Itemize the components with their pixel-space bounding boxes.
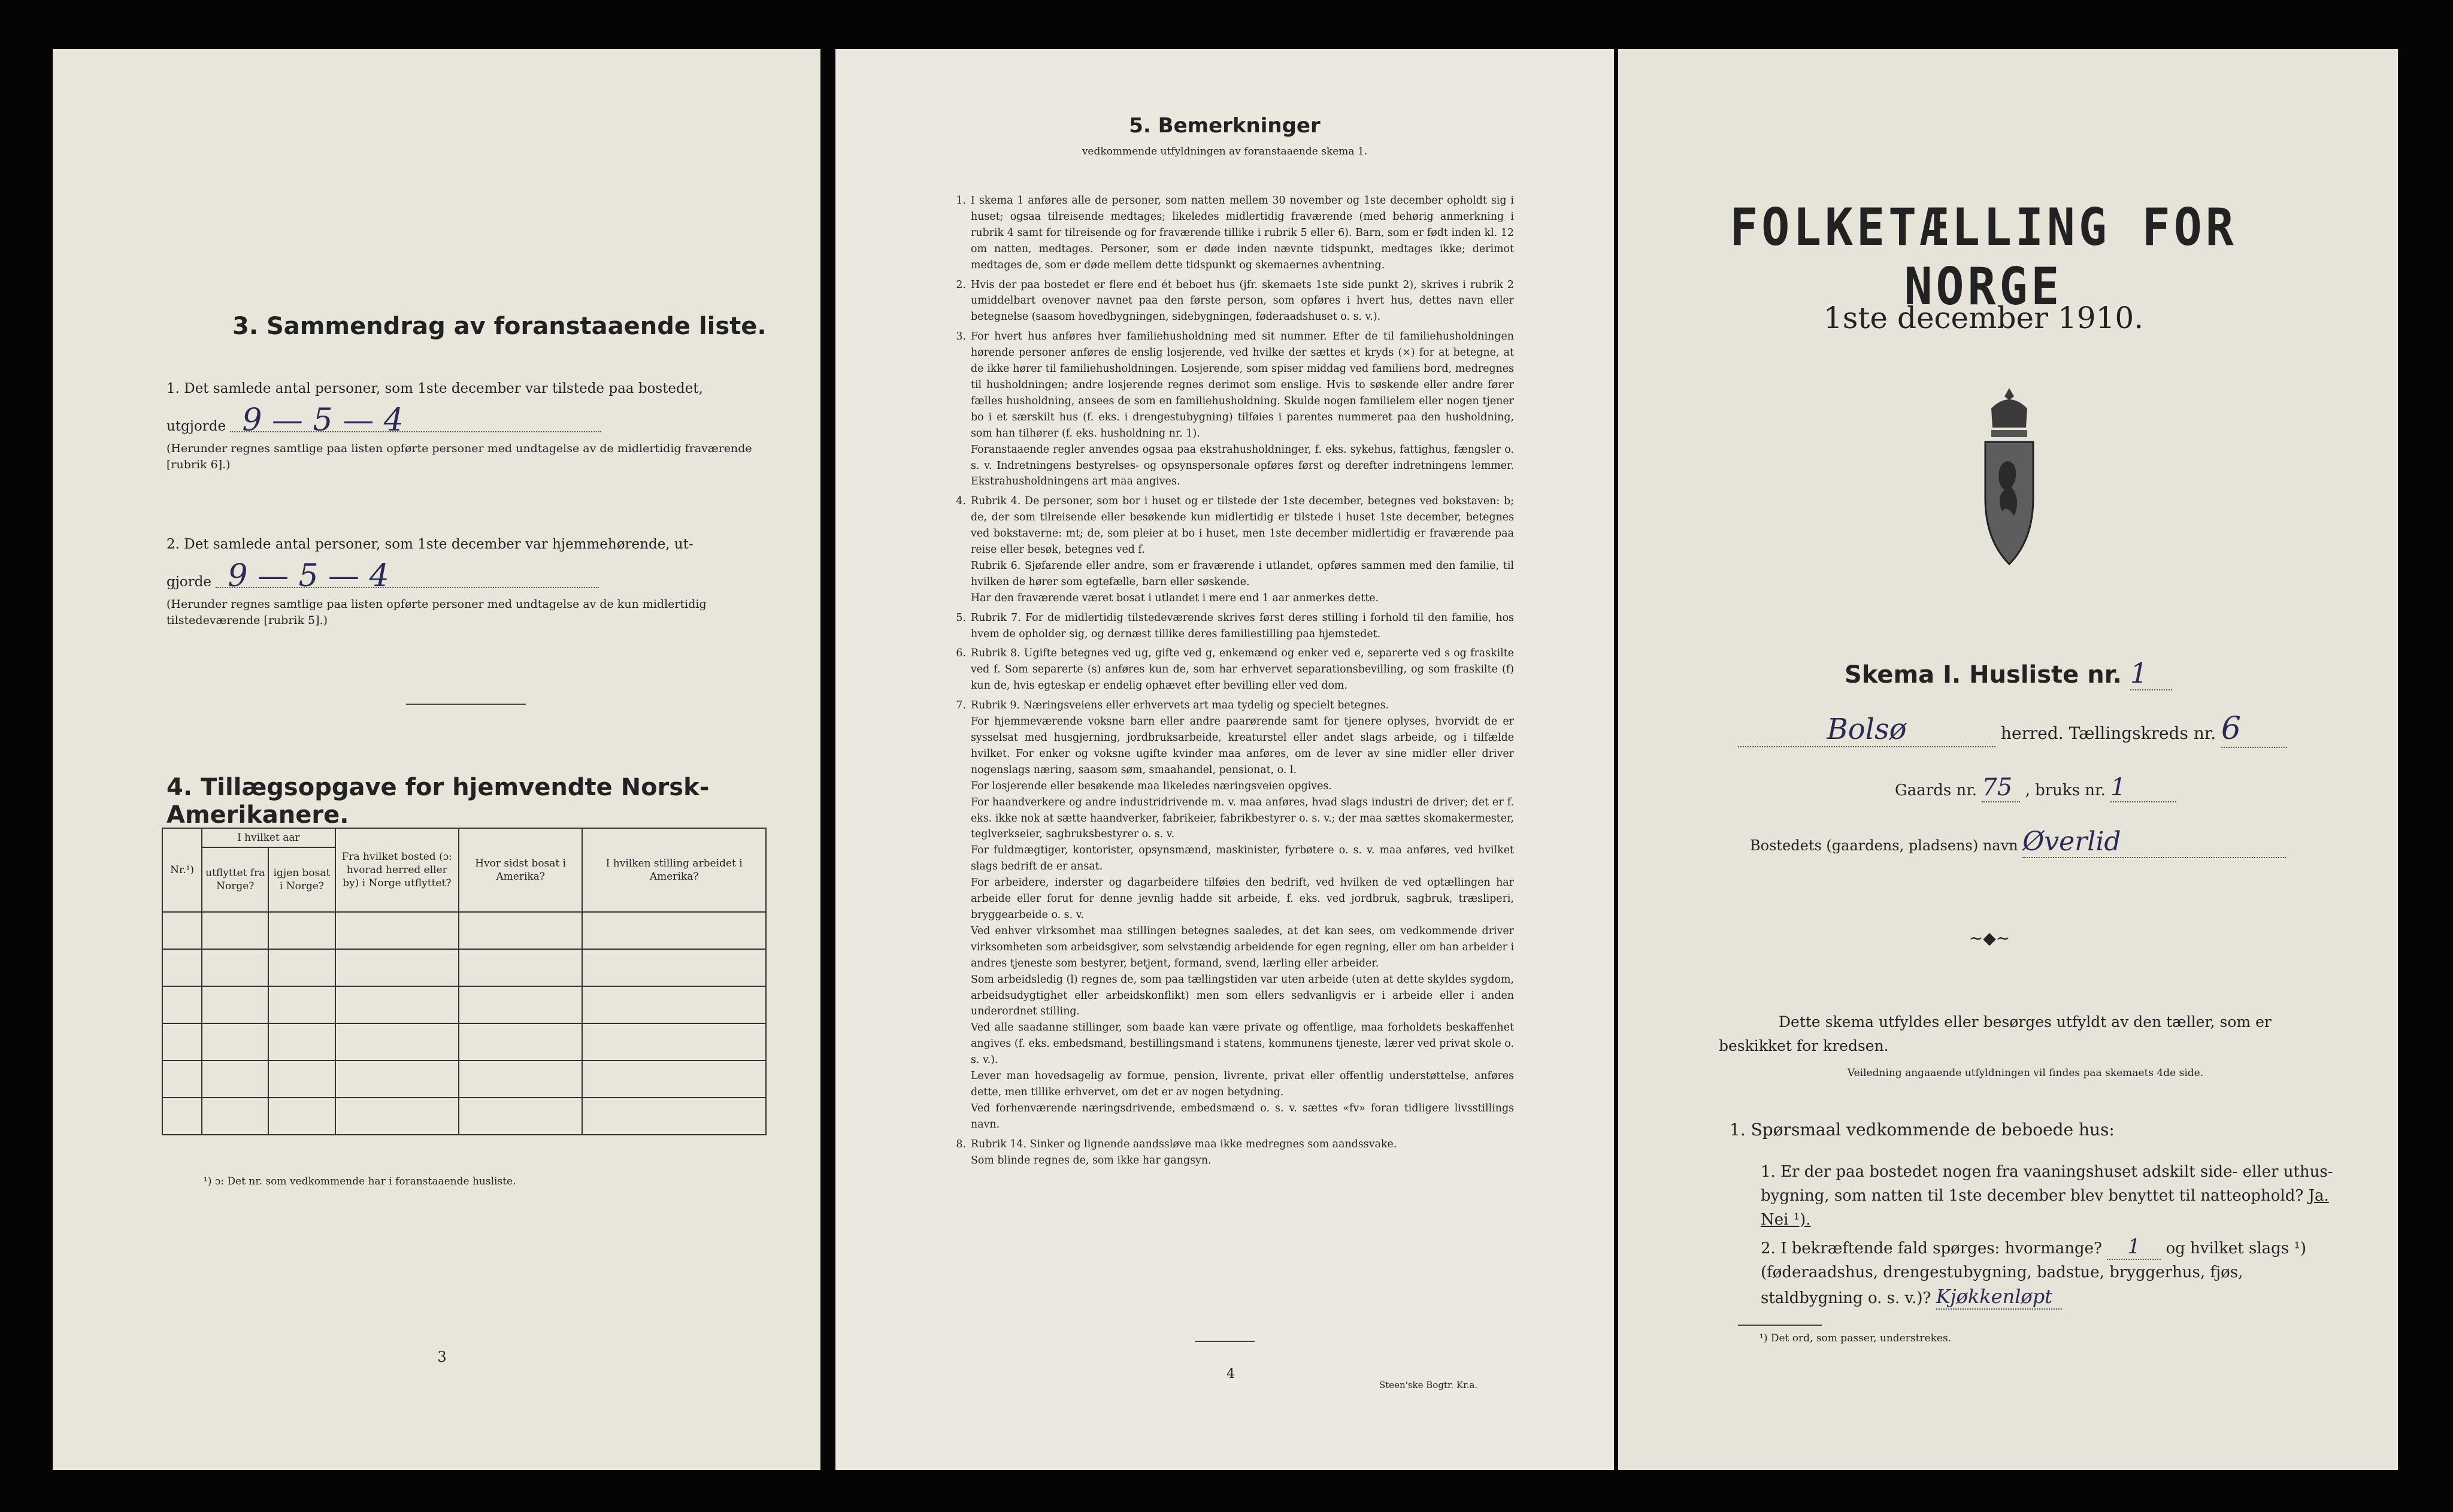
col-stilling: I hvilken stilling arbeidet i Amerika? bbox=[582, 828, 766, 912]
remark-number: 1. bbox=[956, 195, 966, 207]
remark-number: 3. bbox=[956, 331, 966, 343]
question-1-text: 1. Er der paa bostedet nogen fra vaaningshuset adskilt side- eller uthus-bygning, som natten til 1ste december blev benyttet til natteophold? bbox=[1761, 1163, 2333, 1205]
remark-item bbox=[942, 193, 1514, 274]
census-date: 1ste december 1910. bbox=[1823, 301, 2144, 335]
husliste-number: 1 bbox=[2130, 657, 2172, 690]
bosted-label: Bostedets (gaardens, pladsens) navn bbox=[1750, 837, 2018, 854]
remark-text: Rubrik 14. Sinker og lignende aandssløve maa ikke medregnes som aandssvake. Som blinde regnes de, som ikke har gangsyn. bbox=[971, 1138, 1397, 1166]
gaards-line bbox=[1895, 774, 2176, 802]
coat-of-arms-icon bbox=[1973, 384, 2045, 582]
remark-number: 2. bbox=[956, 278, 966, 291]
section-4-title: 4. Tillægsopgave for hjemvendte Norsk-Amerikanere. bbox=[166, 774, 710, 829]
col-amerika: Hvor sidst bosat i Amerika? bbox=[459, 828, 582, 912]
remark-item bbox=[942, 698, 1514, 1132]
col-igjen: igjen bosat i Norge? bbox=[268, 847, 335, 912]
table-row bbox=[162, 986, 766, 1023]
herred-value: Bolsø bbox=[1738, 713, 1995, 747]
s3-item1-lead: utgjorde bbox=[166, 419, 226, 434]
bruks-value: 1 bbox=[2110, 774, 2176, 802]
divider bbox=[406, 704, 526, 705]
remark-item bbox=[942, 1137, 1514, 1169]
remark-number: 8. bbox=[956, 1138, 966, 1150]
cover-page bbox=[1618, 49, 2398, 1470]
table-row bbox=[162, 949, 766, 986]
krets-label: Tællingskreds nr. bbox=[2069, 723, 2216, 743]
question-title: 1. Spørsmaal vedkommende de beboede hus: bbox=[1730, 1120, 2115, 1140]
s3-item1-text: 1. Det samlede antal personer, som 1ste december var tilstede paa bostedet, bbox=[166, 381, 703, 396]
remark-item bbox=[942, 493, 1514, 606]
question-2-answer: Kjøkkenløpt bbox=[1936, 1284, 2062, 1310]
schema-line bbox=[1845, 657, 2172, 690]
page-3 bbox=[53, 49, 820, 1470]
guide-text: Veiledning angaaende utfyldningen vil findes paa skemaets 4de side. bbox=[1847, 1067, 2204, 1079]
remark-item bbox=[942, 277, 1514, 326]
remark-number: 4. bbox=[956, 495, 966, 508]
remark-text: Rubrik 7. For de midlertidig tilstedeværende skrives først deres stilling i forhold til den familie, hos hvem de opholder sig, og dernæst tillike deres familiestilling paa hjemstedet. bbox=[971, 611, 1514, 640]
remarks-title: 5. Bemerkninger bbox=[1129, 114, 1321, 138]
gaards-label: Gaards nr. bbox=[1895, 781, 1977, 799]
remark-text: Rubrik 9. Næringsveiens eller erhvervets art maa tydelig og specielt betegnes. For hjemmeværende voksne barn eller andre paarørende samt for tjenere oplyses, hvorvidt de er sysselsat med husgjerning, jordbruksarbeide, kreaturstel eller andet slags arbeide, og i tilfælde hvilket. For enker og voksne ugifte kvinder maa anføres, om de lever av sine midler eller driver nogenslags næring, saasom søm, smaahandel, pensionat, o. l. For losjerende eller besøkende maa likeledes næringsveien opgives. For haandverkere og andre industridrivende m. v. maa anføres, hvad slags industri de driver; det er f. eks. ikke nok at sætte haandverker, fabrikeier, fabrikbestyrer o. s. v.; der maa sættes skomakermester, teglverkseier, sagbruksbestyrer o. s. v. For fuldmægtiger, kontorister, opsynsmænd, maskinister, fyrbøtere o. s. v. maa anføres, ved hvilket slags bedrift de er ansat. For arbeidere, inderster og dagarbeidere tilføies den bedrift, ved hvilken de ved optællingen har arbeide eller forut for denne jevnlig hadde sit arbeide, f. eks. ved jordbruk, sagbruk, træsliperi, bryggearbeide o. s. v. Ved enhver virksomhet maa stillingen betegnes saaledes, at det kan sees, om vedkommende driver virksomheten som arbeidsgiver, som selvstændig arbeidende for egen regning, eller om han arbeider i andres tjeneste som bestyrer, betjent, formand, svend, lærling eller arbeider. Som arbeidsledig (l) regnes de, som paa tællingstiden var uten arbeide (uten at dette skyldes sygdom, arbeidsudygtighet eller arbeidskonflikt) men som ellers sedvanligvis er i arbeide eller i anden underordnet stilling. Ved alle saadanne stillinger, som baade kan være private og offentlige, maa forholdets beskaffenhet angives (f. eks. embedsmand, bestillingsmand i statens, kommunens tjeneste, lærer ved privat skole o. s. v.). Lever man hovedsagelig av formue, pension, livrente, privat eller offentlig understøttelse, anføres dette, men tillike erhvervet, om det er av nogen betydning. Ved forhenværende næringsdrivende, embedsmænd o. s. v. sættes «fv» foran tidligere livsstillings navn. bbox=[971, 699, 1515, 1131]
table-row bbox=[162, 912, 766, 949]
norsk-amerikanere-table bbox=[162, 828, 767, 1135]
s3-item2 bbox=[166, 534, 819, 629]
gaards-value: 75 bbox=[1982, 774, 2020, 802]
divider bbox=[1738, 1325, 1822, 1326]
page-4 bbox=[835, 49, 1614, 1470]
s3-item2-lead: gjorde bbox=[166, 574, 212, 590]
remark-number: 6. bbox=[956, 647, 966, 660]
table-row bbox=[162, 1060, 766, 1098]
printer-mark: Steen'ske Bogtr. Kr.a. bbox=[1379, 1380, 1478, 1390]
s3-item2-value: 9 — 5 — 4 bbox=[216, 566, 599, 588]
remark-text: Rubrik 4. De personer, som bor i huset og er tilstede der 1ste december, betegnes ved bokstaven: b; de, der som tilreisende eller besøkende kun midlertidig er tilstede i huset 1ste december, betegnes ved bokstaverne: mt; de, som pleier at bo i huset, men 1ste december midlertidig er fraværende paa reise eller besøk, betegnes ved f. Rubrik 6. Sjøfarende eller andre, som er fraværende i utlandet, opføres sammen med den familie, til hvilken de hører som egtefælle, barn eller søskende. Har den fraværende været bosat i utlandet i mere end 1 aar anmerkes dette. bbox=[971, 495, 1514, 604]
s3-item1 bbox=[166, 378, 819, 473]
remarks-list bbox=[942, 193, 1514, 1172]
s3-item2-note: (Herunder regnes samtlige paa listen opførte personer med undtagelse av de kun midlertidig tilstedeværende [rubrik 5].) bbox=[166, 598, 707, 627]
bosted-value: Øverlid bbox=[2022, 826, 2286, 858]
schema-label: Skema I. Husliste nr. bbox=[1845, 661, 2122, 689]
intro-text: Dette skema utfyldes eller besørges utfyldt av den tæller, som er beskikket for kredsen. bbox=[1719, 1013, 2272, 1055]
question-2 bbox=[1761, 1235, 2336, 1310]
remarks-subtitle: vedkommende utfyldningen av foranstaaende skema 1. bbox=[1082, 146, 1368, 157]
krets-value: 6 bbox=[2221, 711, 2287, 748]
question-1 bbox=[1761, 1160, 2336, 1232]
remark-text: I skema 1 anføres alle de personer, som natten mellem 30 november og 1ste december opholdt sig i huset; ogsaa tilreisende medtages; likeledes midlertidig fraværende (med behørig anmerkning i rubrik 4 samt for tilreisende og for fraværende tillike i rubrik 5 eller 6). Barn, som er født inden kl. 12 om natten, medtages. Personer, som er døde inden nævnte tidspunkt, medtages ikke; derimot medtages de, som er døde mellem dette tidspunkt og skemaernes avhentning. bbox=[971, 195, 1514, 271]
remark-number: 5. bbox=[956, 611, 966, 624]
ornament: ~◆~ bbox=[1969, 928, 2010, 948]
question-2-text-b: og hvilket slags ¹) (føderaadshus, drengestubygning, badstue, bryggerhus, fjøs, staldbygning o. s. v.)? bbox=[1761, 1240, 2306, 1307]
cover-footnote: ¹) Det ord, som passer, understrekes. bbox=[1760, 1332, 1952, 1344]
bruks-label: , bruks nr. bbox=[2025, 781, 2106, 799]
page-number: 4 bbox=[1226, 1366, 1235, 1381]
col-bosted: Fra hvilket bosted (ɔ: hvorad herred eller by) i Norge utflyttet? bbox=[335, 828, 459, 912]
question-1-answer: Ja. Nei ¹). bbox=[1761, 1187, 2329, 1229]
table-row bbox=[162, 1098, 766, 1135]
remark-item bbox=[942, 329, 1514, 490]
bosted-line bbox=[1750, 826, 2349, 858]
divider bbox=[1195, 1341, 1255, 1342]
question-2-count: 1 bbox=[2107, 1235, 2161, 1260]
remark-item bbox=[942, 646, 1514, 694]
remark-number: 7. bbox=[956, 699, 966, 712]
remark-text: Hvis der paa bostedet er flere end ét beboet hus (jfr. skemaets 1ste side punkt 2), skrives i rubrik 2 umiddelbart ovenover navnet paa den første person, som opføres i hvert hus, dettes navn eller betegnelse (saasom hovedbygningen, sidebygningen, føderaadshuset o. s. v.). bbox=[971, 278, 1514, 323]
col-nr: Nr.¹) bbox=[162, 828, 202, 912]
table-footnote: ¹) ɔ: Det nr. som vedkommende har i foranstaaende husliste. bbox=[204, 1175, 516, 1187]
remark-item bbox=[942, 610, 1514, 643]
page-number: 3 bbox=[437, 1349, 447, 1365]
s3-item2-text: 2. Det samlede antal personer, som 1ste december var hjemmehørende, ut- bbox=[166, 537, 693, 552]
question-2-text-a: 2. I bekræftende fald spørges: hvormange? bbox=[1761, 1240, 2102, 1258]
s3-item1-value: 9 — 5 — 4 bbox=[230, 410, 601, 432]
remark-text: Rubrik 8. Ugifte betegnes ved ug, gifte ved g, enkemænd og enker ved e, separerte ved s og fraskilte ved f. Som separerte (s) anføres kun de, som har erhvervet separationsbevilling, og som fraskilte (f) kun de, hvis egteskap er endelig ophævet efter bevilling eller ved dom. bbox=[971, 647, 1514, 692]
remark-text: For hvert hus anføres hver familiehusholdning med sit nummer. Efter de til familiehusholdningen hørende personer anføres de enslig losjerende, ved hvilke der sættes et kryds (×) for at betegne, at de ikke hører til familiehusholdningen. Losjerende, som spiser middag ved familiens bord, medregnes til husholdningen; andre losjerende regnes derimot som enslige. Hvis to søskende eller andre fører fælles husholdning, ansees de som en familiehusholdning. Skulde nogen familielem eller nogen tjener bo i et særskilt hus (f. eks. i drengestubygning) tilføies i parentes nummeret paa den husholdning, som han tilhører (f. eks. husholdning nr. 1). Foranstaaende regler anvendes ogsaa paa ekstrahusholdninger, f. eks. sykehus, fattighus, fængsler o. s. v. Indretningens bestyrelses- og opsynspersonale opføres først og derefter indretningens lemmer. Ekstrahusholdningens art maa angives. bbox=[971, 331, 1514, 488]
col-utflyttet: utflyttet fra Norge? bbox=[202, 847, 268, 912]
table-row bbox=[162, 1023, 766, 1060]
main-title: FOLKETÆLLING FOR NORGE bbox=[1730, 198, 2237, 317]
col-group-year: I hvilket aar bbox=[202, 828, 335, 847]
herred-label: herred. bbox=[2000, 723, 2064, 743]
s3-item1-note: (Herunder regnes samtlige paa listen opførte personer med undtagelse av de midlertidig fraværende [rubrik 6].) bbox=[166, 442, 752, 471]
herred-line bbox=[1738, 711, 2361, 748]
section-3-title: 3. Sammendrag av foranstaaende liste. bbox=[232, 313, 767, 340]
